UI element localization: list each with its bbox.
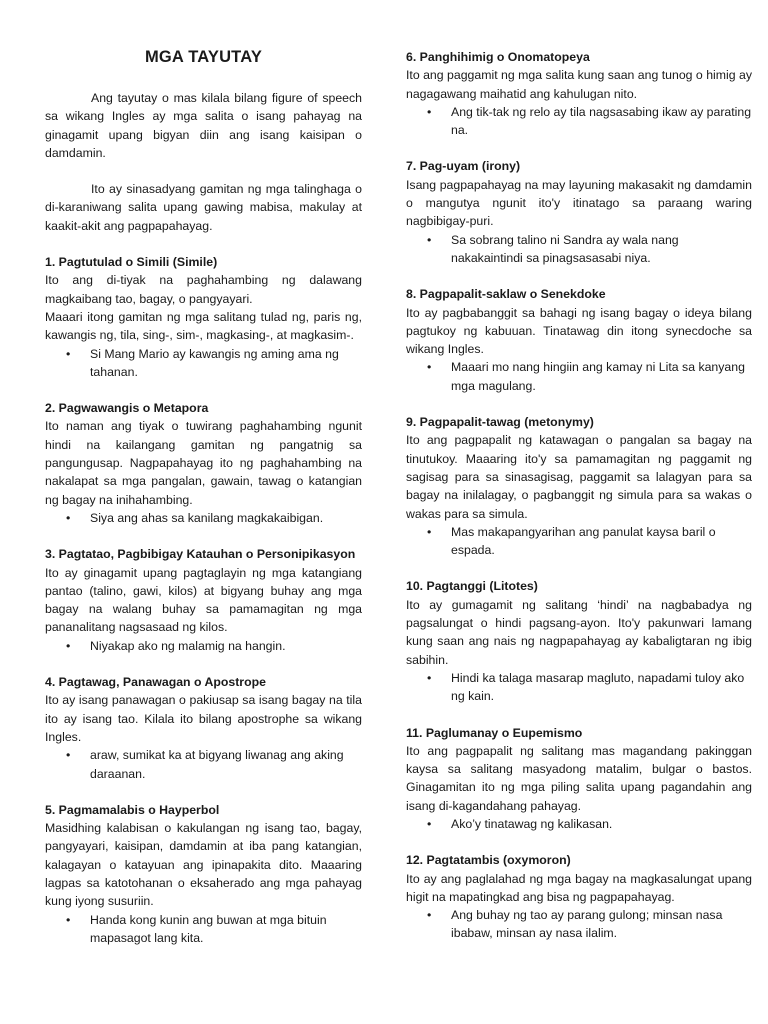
section-heading: 7. Pag-uyam (irony) [406, 159, 521, 174]
section-heading: 5. Pagmamalabis o Hayperbol [45, 802, 220, 817]
section-heading: 12. Pagtatambis (oxymoron) [406, 853, 571, 868]
tayutay-section [406, 851, 752, 942]
example-item: • Handa kong kunin ang buwan at mga bituin mapasagot lang kita. [90, 911, 362, 948]
tayutay-section [45, 801, 362, 947]
section-definition: Maaari itong gamitan ng mga salitang tulad ng, paris ng, kawangis ng, tila, sing-, sim-, magkasing-, at magkasim-. [45, 309, 362, 343]
example-item: • Niyakap ako ng malamig na hangin. [90, 637, 362, 655]
page-title: MGA TAYUTAY [144, 48, 263, 66]
section-definition: Ito ay ginagamit upang pagtaglayin ng mga katangiang pantao (talino, gawi, kilos) at bigyang buhay ang mga bagay na walang buhay sa pamamagitan ng mga pananalitang nagsasaad ng kilos. [45, 565, 362, 635]
example-list [406, 103, 752, 140]
section-heading: 3. Pagtatao, Pagbibigay Katauhan o Personipikasyon [45, 547, 356, 562]
left-column [45, 48, 362, 965]
example-item: • Mas makapangyarihan ang panulat kaysa baril o espada. [451, 523, 752, 560]
example-list [45, 637, 362, 655]
right-column [406, 48, 752, 961]
example-item: • Si Mang Mario ay kawangis ng aming ama ng tahanan. [90, 345, 362, 382]
section-heading: 1. Pagtutulad o Simili (Simile) [45, 255, 218, 270]
tayutay-section [406, 285, 752, 395]
tayutay-section [406, 48, 752, 139]
left-sections [45, 253, 362, 947]
section-definition: Ito ang di-tiyak na paghahambing ng dalawang magkaibang tao, bagay, o pangyayari. [45, 273, 362, 306]
example-list [406, 906, 752, 943]
example-item: • Siya ang ahas sa kanilang magkakaibigan. [90, 509, 362, 527]
section-heading: 10. Pagtanggi (Litotes) [406, 579, 538, 594]
example-item: • Ang tik-tak ng relo ay tila nagsasabing ikaw ay parating na. [451, 103, 752, 140]
example-list [406, 815, 752, 833]
section-heading: 6. Panghihimig o Onomatopeya [406, 50, 590, 64]
example-list [45, 345, 362, 382]
tayutay-section [45, 545, 362, 655]
section-heading: 2. Pagwawangis o Metapora [45, 401, 209, 416]
tayutay-section [406, 577, 752, 705]
example-list [406, 669, 752, 706]
section-definition: Ito ay pagbabanggit sa bahagi ng isang bagay o ideya bilang pagtukoy ng kabuuan. Tinatawag din itong synecdoche sa wikang Ingles. [406, 305, 752, 357]
section-definition: Ito naman ang tiyak o tuwirang paghahambing ngunit hindi na kailangang gamitan ng pangatnig sa pangungusap. Nagpapahayag ito ng paghahambing na nakalapat sa mga pangalan, gawain, tawag o katangian ng bagay na inihahambing. [45, 419, 362, 507]
section-definition: Ito ang pagpapalit ng salitang mas magandang pakinggan kaysa sa salitang masyadong matalim, bulgar o bastos. Ginagamitan ito ng mga piling salita upang pagandahin ang isang di-kagandahang pahayag. [406, 743, 752, 813]
tayutay-section [45, 673, 362, 783]
section-definition: Ito ay ang paglalahad ng mga bagay na magkasalungat upang higit na mapatingkad ang bisa ng pagpapahayag. [406, 871, 752, 904]
example-item: • Maaari mo nang hingiin ang kamay ni Lita sa kanyang mga magulang. [451, 358, 752, 395]
example-item: • Hindi ka talaga masarap magluto, napadami tuloy ako ng kain. [451, 669, 752, 706]
example-item: • araw, sumikat ka at bigyang liwanag ang aking daraanan. [90, 746, 362, 783]
intro-paragraph: Ang tayutay o mas kilala bilang figure of speech sa wikang Ingles ay mga salita o isang pahayag na ginagamit upang bigyan diin ang isang kaisipan o damdamin. [45, 91, 362, 160]
tayutay-section [406, 724, 752, 834]
section-definition: Ito ang paggamit ng mga salita kung saan ang tunog o himig ay nagagawang maihatid ang kahulugan nito. [406, 68, 752, 101]
intro-paragraph: Ito ay sinasadyang gamitan ng mga talinghaga o di-karaniwang salita upang gawing mabisa, makulay at kaakit-akit ang pagpapahayag. [45, 182, 362, 233]
section-definition: Masidhing kalabisan o kakulangan ng isang tao, bagay, pangyayari, kaisipan, damdamin at iba pang katangian, kalagayan o katayuan ang ipinapakita dito. Maaaring lagpas sa katotohanan o eksaherado ang mga pahayag kung iyong susuriin. [45, 821, 362, 909]
right-sections [406, 48, 752, 943]
section-heading: 8. Pagpapalit-saklaw o Senekdoke [406, 287, 606, 302]
example-list [406, 523, 752, 560]
example-list [406, 358, 752, 395]
example-list [45, 746, 362, 783]
section-heading: 11. Paglumanay o Eupemismo [406, 725, 583, 740]
section-definition: Ito ay isang panawagan o pakiusap sa isang bagay na tila ito ay isang tao. Kilala ito bilang apostrophe sa wikang Ingles. [45, 693, 362, 744]
example-item: • Sa sobrang talino ni Sandra ay wala nang nakakaintindi sa pinagsasasabi niya. [451, 231, 752, 268]
example-list [406, 231, 752, 268]
section-heading: 9. Pagpapalit-tawag (metonymy) [406, 415, 594, 430]
example-list [45, 509, 362, 527]
section-definition: Isang pagpapahayag na may layuning makasakit ng damdamin o mangutya ngunit ito'y itinatago sa paraang waring nagbibigay-puri. [406, 177, 752, 229]
example-item: • Ang buhay ng tao ay parang gulong; minsan nasa ibabaw, minsan ay nasa ilalim. [451, 906, 752, 943]
tayutay-section [406, 157, 752, 267]
section-definition: Ito ay gumagamit ng salitang ‘hindi’ na nagbabadya ng pagsalungat o hindi pagsang-ayon. Ito'y pakunwari lamang kung saan ang nais ng nagpapahayag ay kabaligtaran ng ibig sabihin. [406, 597, 752, 667]
tayutay-section [45, 399, 362, 527]
section-heading: 4. Pagtawag, Panawagan o Apostrope [45, 675, 266, 690]
example-list [45, 911, 362, 948]
tayutay-section [45, 253, 362, 381]
tayutay-section [406, 413, 752, 559]
example-item: • Ako’y tinatawag ng kalikasan. [451, 815, 752, 833]
section-definition: Ito ang pagpapalit ng katawagan o pangalan sa bagay na tinutukoy. Maaaring ito'y sa pamamagitan ng paggamit ng sagisag para sa sinasagisag, paggamit sa lalagyan para sa bagay na inilalagay, o pagbanggit ng simula para sa wakas o wakas para sa simula. [406, 433, 752, 521]
